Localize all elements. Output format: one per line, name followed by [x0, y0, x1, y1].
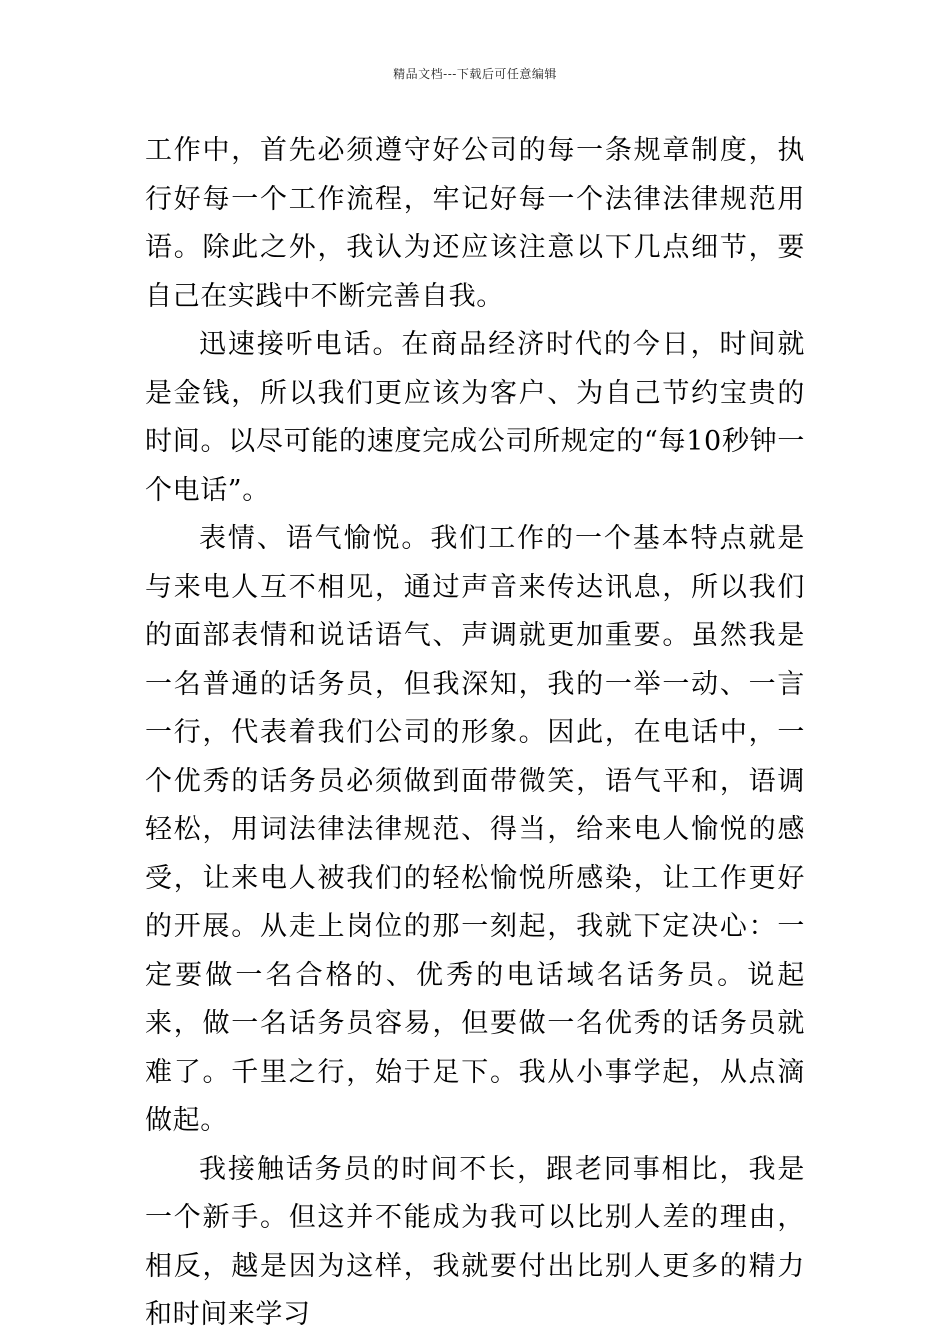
- paragraph-answer-quickly: 迅速接听电话。在商品经济时代的今日，时间就是金钱，所以我们更应该为客户、为自己节约宝贵的时间。以尽可能的速度完成公司所规定的“每10秒钟一个电话”。: [145, 329, 805, 506]
- document-body: [145, 127, 805, 1340]
- paragraph-pleasant-tone: 表情、语气愉悦。我们工作的一个基本特点就是与来电人互不相见，通过声音来传达讯息，所以我们的面部表情和说话语气、声调就更加重要。虽然我是一名普通的话务员，但我深知，我的一举一动、一言一行，代表着我们公司的形象。因此，在电话中，一个优秀的话务员必须做到面带微笑，语气平和，语调轻松，用词法律法律规范、得当，给来电人愉悦的感受，让来电人被我们的轻松愉悦所感染，让工作更好的开展。从走上岗位的那一刻起，我就下定决心：一定要做一名合格的、优秀的电话域名话务员。说起来，做一名话务员容易，但要做一名优秀的话务员就难了。千里之行，始于足下。我从小事学起，从点滴做起。: [145, 523, 805, 1136]
- paragraph-newcomer-learning: 我接触话务员的时间不长，跟老同事相比，我是一个新手。但这并不能成为我可以比别人差的理由，相反，越是因为这样，我就要付出比别人更多的精力和时间来学习: [145, 1153, 805, 1330]
- paragraph-rules-intro: 工作中，首先必须遵守好公司的每一条规章制度，执行好每一个工作流程，牢记好每一个法律法律规范用语。除此之外，我认为还应该注意以下几点细节，要自己在实践中不断完善自我。: [145, 135, 805, 312]
- page-header: 精品文档---下载后可任意编辑: [393, 67, 557, 81]
